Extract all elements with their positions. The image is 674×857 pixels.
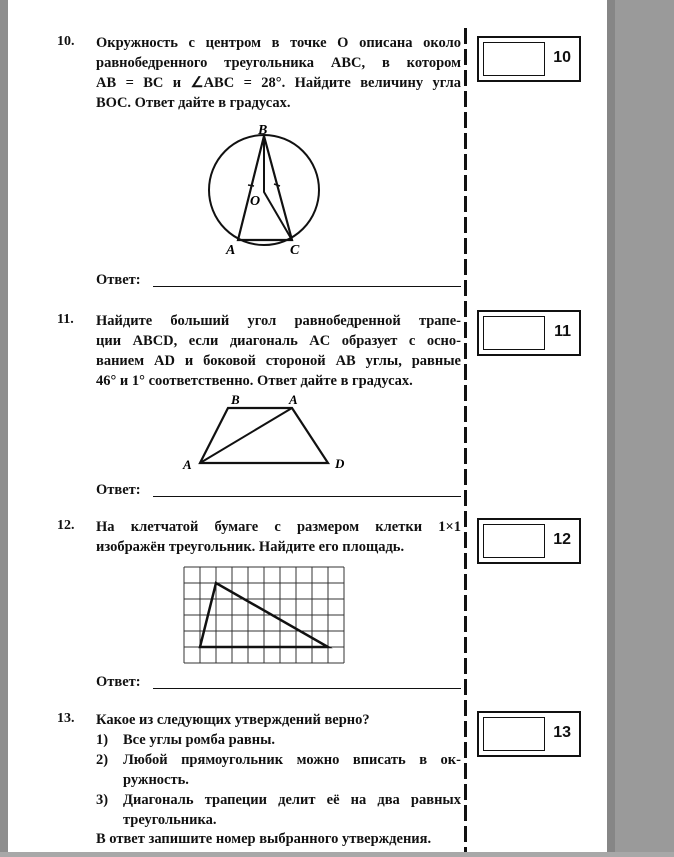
question-line: Какое из следующих утверждений верно? [96, 712, 370, 728]
window-edge-bottom [0, 852, 674, 857]
question-text-11 [96, 311, 461, 391]
answer-box-number: 13 [553, 724, 571, 741]
option-number: 2) [96, 752, 109, 768]
answer-row-11 [96, 482, 461, 502]
option-text: треугольника. [123, 812, 217, 828]
question-line: Окружность с центром в точке O описана около [96, 35, 461, 51]
answer-box-number: 11 [554, 323, 571, 340]
answer-label: Ответ: [96, 674, 141, 690]
label-a: A [226, 243, 236, 258]
question-text-12 [96, 517, 461, 557]
label-bottom-right: D [335, 456, 345, 471]
option-text: Любой прямоугольник можно вписать в ок- [123, 752, 461, 768]
answer-box-13 [477, 711, 581, 757]
figure-circle-triangle [195, 120, 335, 260]
label-c: C [290, 243, 300, 258]
answer-box-10 [477, 36, 581, 82]
question-number-11: 11. [57, 312, 74, 327]
question-number-13: 13. [57, 711, 75, 726]
question-line: BOC. Ответ дайте в градусах. [96, 95, 291, 111]
answer-label: Ответ: [96, 482, 141, 498]
label-top-right: A [289, 392, 298, 407]
question-number-10: 10. [57, 34, 75, 49]
answer-row-12 [96, 674, 461, 694]
window-edge-right [607, 0, 615, 857]
question-line: равнобедренного треугольника ABC, в котором [96, 55, 461, 71]
cut-line-divider [464, 28, 467, 852]
option-text: Все углы ромба равны. [123, 732, 276, 748]
answer-line-10[interactable] [153, 286, 461, 287]
question-line: ции ABCD, если диагональ AC образует с осно- [96, 333, 461, 349]
tick-mark-ab [248, 185, 254, 186]
question-line: ванием AD и боковой стороной AB углы, равные [96, 353, 461, 369]
question-line: AB = BC и ∠ABC = 28°. Найдите величину угла [96, 75, 461, 91]
option-1 [96, 730, 461, 750]
option-number: 3) [96, 792, 109, 808]
answer-box-11 [477, 310, 581, 356]
footer-text: В ответ запишите номер выбранного утверждения. [96, 831, 432, 847]
answer-label: Ответ: [96, 272, 141, 288]
label-bottom-left: A [183, 457, 192, 472]
question-footer-13 [96, 829, 461, 849]
answer-box-number: 10 [553, 49, 571, 66]
question-text-13 [96, 710, 461, 730]
answer-input-box-10[interactable] [483, 42, 545, 76]
question-line: Найдите больший угол равнобедренной трапе- [96, 313, 461, 329]
figure-trapezoid [180, 390, 360, 475]
answer-input-box-11[interactable] [483, 316, 545, 350]
answer-line-11[interactable] [153, 496, 461, 497]
label-top-left: B [231, 392, 240, 407]
answer-row-10 [96, 272, 461, 292]
question-line: На клетчатой бумаге с размером клетки 1×1 [96, 519, 461, 535]
option-3 [96, 790, 461, 830]
question-line: изображён треугольник. Найдите его площадь. [96, 539, 405, 555]
label-o: O [250, 194, 261, 209]
question-number-12: 12. [57, 518, 75, 533]
answer-line-12[interactable] [153, 688, 461, 689]
option-text: ружность. [123, 772, 189, 788]
answer-box-number: 12 [553, 531, 571, 548]
answer-input-box-13[interactable] [483, 717, 545, 751]
figure-grid-triangle [180, 563, 350, 667]
question-text-10 [96, 33, 461, 113]
question-line: 46° и 1° соответственно. Ответ дайте в градусах. [96, 373, 413, 389]
option-2 [96, 750, 461, 790]
option-number: 1) [96, 732, 109, 748]
answer-input-box-12[interactable] [483, 524, 545, 558]
option-text: Диагональ трапеции делит её на два равных [123, 792, 461, 808]
answer-box-12 [477, 518, 581, 564]
trapezoid-abcd [200, 408, 328, 463]
label-b: B [258, 123, 268, 138]
tick-mark-bc [274, 184, 280, 186]
window-edge-left [0, 0, 8, 857]
